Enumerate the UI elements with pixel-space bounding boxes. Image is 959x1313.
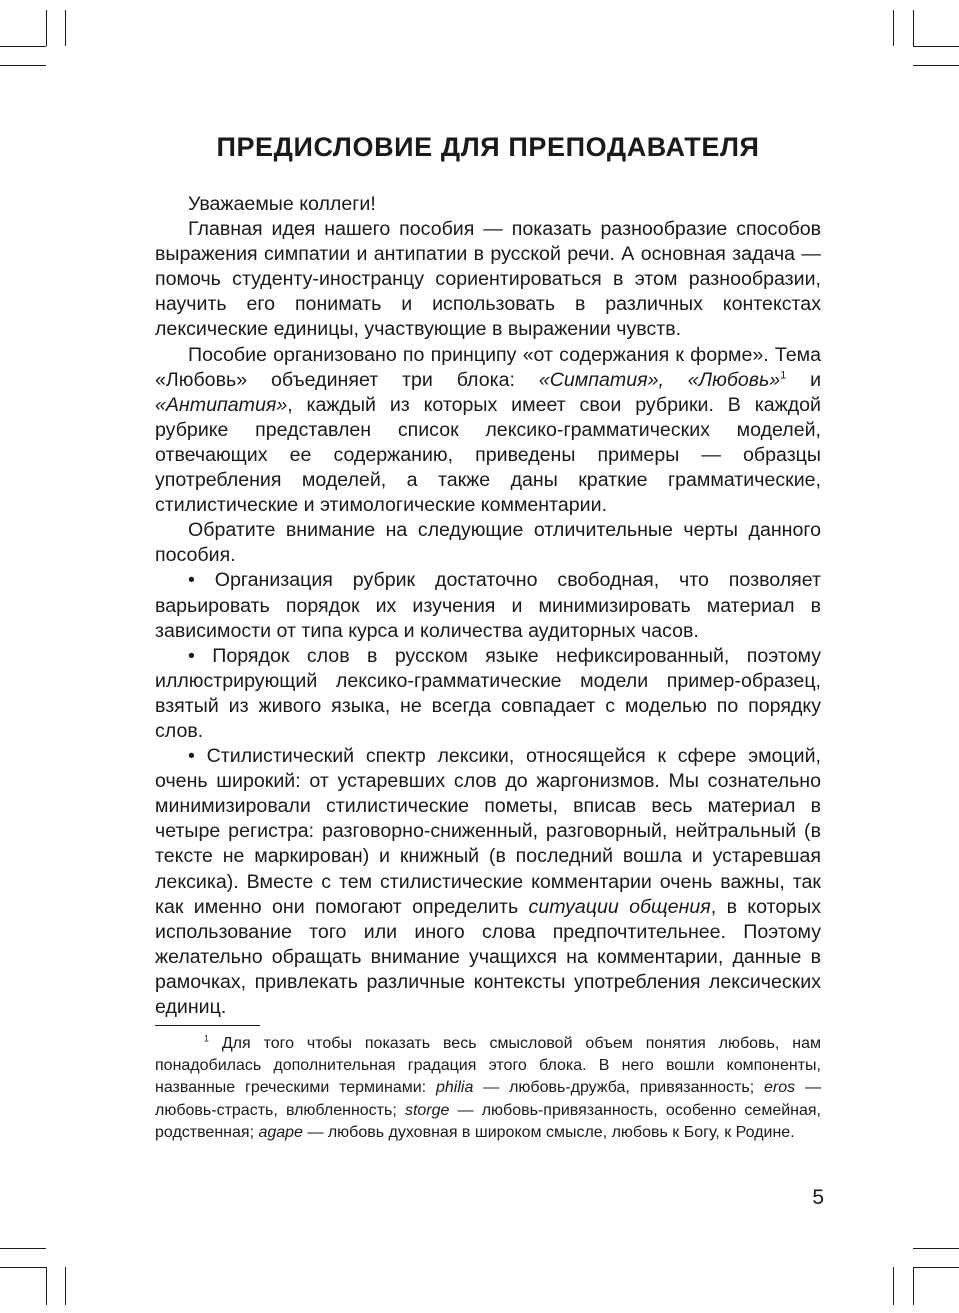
features-intro-paragraph: Обратите внимание на следующие отличительные черты данного пособия. <box>155 519 821 567</box>
crop-mark <box>0 1248 46 1249</box>
feature-item: • Стилистический спектр лексики, относящейся к сфере эмоций, очень широкий: от устаревших слов до жаргонизмов. Мы сознательно минимизировали стилистические пометы, вписав весь материал в четыре регистра: разговорно-сниженный, разговорный, нейтральный (в тексте не маркирован) и книжный (в последний вошла и устаревшая лексика). Вместе с тем стилистические комментарии очень важны, так как именно они помогают определить ситуации общения, в которых использование того или иного слова предпочтительнее. Поэтому желательно обращать внимание учащихся на комментарии, данные в рамочках, привлекать различные контексты употребления лексических единиц. <box>155 745 821 1018</box>
footnote-marker: 1 <box>204 1033 209 1044</box>
crop-mark <box>65 10 66 46</box>
organization-paragraph: Пособие организовано по принципу «от содержания к форме». Тема «Любовь» объединяет три блока: «Симпатия», «Любовь»$^1$ и «Антипатия», каждый из которых имеет свои рубрики. В каждой рубрике представлен список лексико-грамматических моделей, отвечающих ее содержанию, приведены примеры — образцы употребления моделей, а также даны краткие грамматические, стилистические и этимологические комментарии. <box>155 343 822 517</box>
crop-mark <box>913 1248 959 1249</box>
feature-item: • Порядок слов в русском языке нефиксированный, поэтому иллюстрирующий лексико-грамматические модели пример-образец, взятый из живого языка, не всегда совпадает с моделью по порядку слов. <box>155 644 821 742</box>
crop-mark <box>0 1267 46 1268</box>
greeting-paragraph: Уважаемые коллеги! <box>188 193 376 215</box>
crop-mark <box>913 1267 959 1268</box>
crop-mark <box>65 1267 66 1305</box>
crop-mark <box>913 10 914 46</box>
crop-mark <box>893 10 894 46</box>
feature-item: • Организация рубрик достаточно свободная, что позволяет варьировать порядок их изучения и минимизировать материал в зависимости от типа курса и количества аудиторных часов. <box>155 569 821 642</box>
crop-mark <box>913 65 959 66</box>
page-number: 5 <box>812 1186 824 1209</box>
footnote <box>155 1033 821 1144</box>
main-idea-paragraph: Главная идея нашего пособия — показать разнообразие способов выражения симпатии и антипатии в русской речи. А основная задача — помочь студенту-иностранцу сориентироваться в этом разнообразии, научить его понимать и использовать в различных контекстах лексические единицы, участвующие в выражении чувств. <box>155 218 821 341</box>
main-text <box>155 192 821 1020</box>
crop-mark <box>913 1267 914 1305</box>
crop-mark <box>913 46 959 47</box>
page-title: ПРЕДИСЛОВИЕ ДЛЯ ПРЕПОДАВАТЕЛЯ <box>216 132 760 162</box>
crop-mark <box>0 65 46 66</box>
footnote-divider <box>155 1025 260 1026</box>
footnote-ref: 1 <box>780 369 787 382</box>
crop-mark <box>0 46 46 47</box>
crop-mark <box>46 1267 47 1305</box>
crop-mark <box>893 1267 894 1305</box>
footnote-text: $^1$ Для того чтобы показать весь смысловой объем понятия любовь, нам понадобилась дополнительная градация этого блока. В него вошли компоненты, названные греческими терминами: philia — любовь-дружба, привязанность; eros — любовь-страсть, влюбленность; storge — любовь-привязанность, особенно семейная, родственная; agape — любовь духовная в широком смысле, любовь к Богу, к Родине. <box>155 1033 822 1141</box>
crop-mark <box>46 10 47 46</box>
